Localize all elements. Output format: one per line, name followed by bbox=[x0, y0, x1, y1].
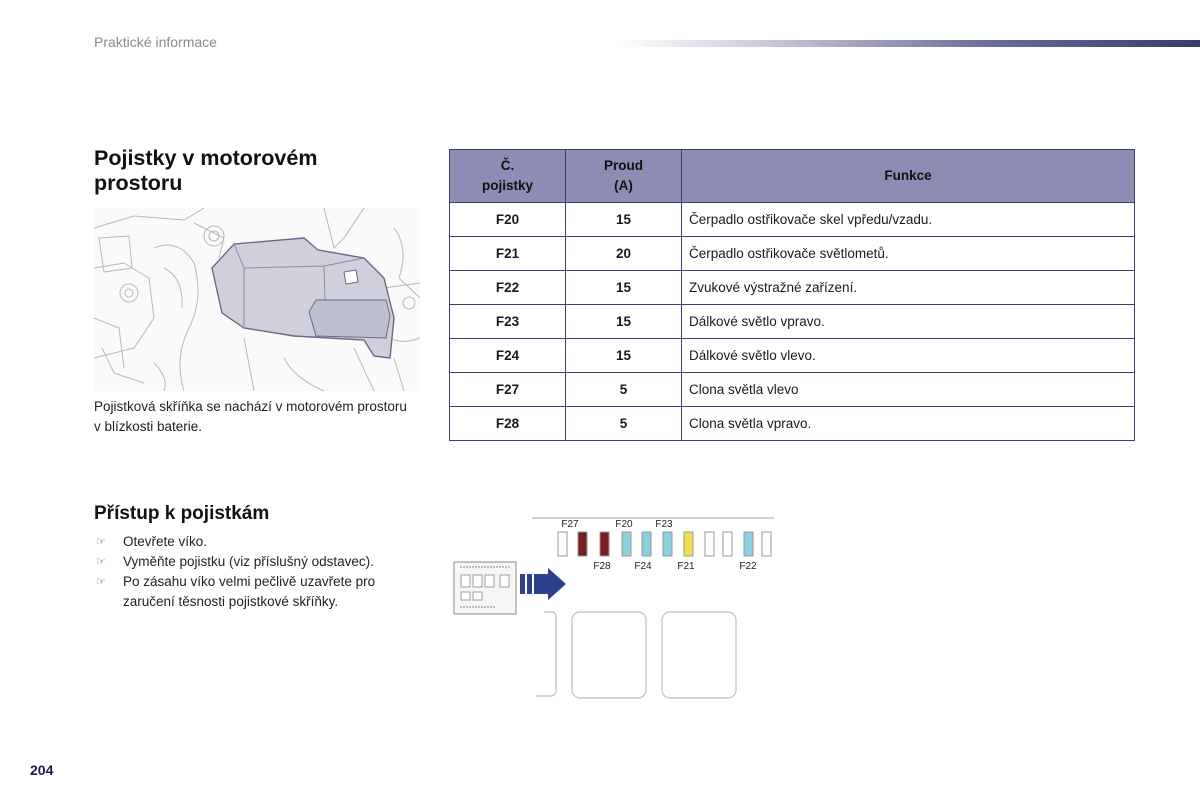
title-line-1: Pojistky v motorovém bbox=[94, 146, 318, 170]
title-line-2: prostoru bbox=[94, 171, 183, 195]
fuse-id: F28 bbox=[450, 407, 566, 441]
engine-compartment-illustration bbox=[94, 208, 420, 391]
fuse-amps: 15 bbox=[566, 271, 682, 305]
fuse-amps: 20 bbox=[566, 237, 682, 271]
compartment-left bbox=[572, 612, 646, 698]
table-row bbox=[450, 203, 1135, 237]
fuse-function: Clona světla vpravo. bbox=[682, 407, 1135, 441]
table-header-row bbox=[450, 150, 1135, 203]
pointing-hand-icon: ☞ bbox=[96, 576, 106, 588]
fuse-label-f23: F23 bbox=[655, 519, 673, 530]
list-item bbox=[94, 572, 424, 612]
fuse-table bbox=[449, 149, 1135, 441]
step-text: Otevřete víko. bbox=[123, 534, 208, 549]
fuse-f24 bbox=[642, 532, 651, 556]
page-title bbox=[94, 146, 317, 196]
fuse-amps: 15 bbox=[566, 203, 682, 237]
step-text: Vyměňte pojistku (viz příslušný odstavec). bbox=[123, 554, 374, 569]
fuse-function: Čerpadlo ostřikovače světlometů. bbox=[682, 237, 1135, 271]
fuse-amps: 15 bbox=[566, 339, 682, 373]
compartment-right bbox=[662, 612, 736, 698]
fuse-label-f24: F24 bbox=[634, 561, 652, 572]
access-section-title: Přístup k pojistkám bbox=[94, 503, 270, 524]
fuse-label-f28: F28 bbox=[593, 561, 611, 572]
arrow-right-icon bbox=[520, 568, 566, 600]
fuse-slot-empty bbox=[558, 532, 567, 556]
fuse-f27 bbox=[578, 532, 587, 556]
table-row bbox=[450, 305, 1135, 339]
fuse-label-f21: F21 bbox=[677, 561, 695, 572]
fuse-f21 bbox=[684, 532, 693, 556]
fuse-id: F23 bbox=[450, 305, 566, 339]
fuse-box-diagram bbox=[448, 512, 778, 702]
fuse-function: Dálkové světlo vpravo. bbox=[682, 305, 1135, 339]
fuse-slot-empty bbox=[705, 532, 714, 556]
fuse-slot-empty bbox=[723, 532, 732, 556]
fuse-id: F27 bbox=[450, 373, 566, 407]
table-row bbox=[450, 373, 1135, 407]
table-row bbox=[450, 237, 1135, 271]
fuse-f22 bbox=[744, 532, 753, 556]
col-header-fuse-number-line-2: pojistky bbox=[481, 178, 533, 193]
compartment-partial bbox=[536, 612, 556, 696]
pointing-hand-icon: ☞ bbox=[96, 556, 106, 568]
fuse-label-f20: F20 bbox=[615, 519, 633, 530]
fuse-function: Dálkové světlo vlevo. bbox=[682, 339, 1135, 373]
fuse-function: Clona světla vlevo bbox=[682, 373, 1135, 407]
fuse-id: F22 bbox=[450, 271, 566, 305]
section-header: Praktické informace bbox=[94, 34, 217, 50]
fuse-function: Čerpadlo ostřikovače skel vpředu/vzadu. bbox=[682, 203, 1135, 237]
fuse-id: F21 bbox=[450, 237, 566, 271]
fuse-slot-empty bbox=[762, 532, 771, 556]
fuse-f20 bbox=[622, 532, 631, 556]
col-header-function: Funkce bbox=[682, 150, 1135, 203]
list-item bbox=[94, 532, 424, 552]
col-header-fuse-number-line-1: Č. bbox=[500, 158, 515, 173]
col-header-amps bbox=[566, 150, 682, 203]
fuse-f28 bbox=[600, 532, 609, 556]
col-header-fuse-number bbox=[450, 150, 566, 203]
table-row bbox=[450, 271, 1135, 305]
table-row bbox=[450, 339, 1135, 373]
table-row bbox=[450, 407, 1135, 441]
fuse-f23 bbox=[663, 532, 672, 556]
page-number: 204 bbox=[30, 762, 54, 778]
header-gradient-bar bbox=[620, 40, 1200, 47]
fuse-label-f22: F22 bbox=[739, 561, 757, 572]
fuse-label-f27: F27 bbox=[561, 519, 579, 530]
fuse-id: F20 bbox=[450, 203, 566, 237]
fuse-box-overview bbox=[454, 562, 516, 614]
access-steps-list bbox=[94, 532, 424, 612]
pointing-hand-icon: ☞ bbox=[96, 536, 106, 548]
fuse-amps: 5 bbox=[566, 407, 682, 441]
fuse-id: F24 bbox=[450, 339, 566, 373]
photo-caption: Pojistková skříňka se nachází v motorovém prostoru v blízkosti baterie. bbox=[94, 399, 407, 434]
fuse-amps: 5 bbox=[566, 373, 682, 407]
col-header-amps-line-1: Proud bbox=[604, 158, 643, 173]
fuse-amps: 15 bbox=[566, 305, 682, 339]
step-text: Po zásahu víko velmi pečlivě uzavřete pro zaručení těsnosti pojistkové skříňky. bbox=[123, 574, 376, 609]
fuse-function: Zvukové výstražné zařízení. bbox=[682, 271, 1135, 305]
list-item bbox=[94, 552, 424, 572]
col-header-amps-line-2: (A) bbox=[614, 178, 633, 193]
